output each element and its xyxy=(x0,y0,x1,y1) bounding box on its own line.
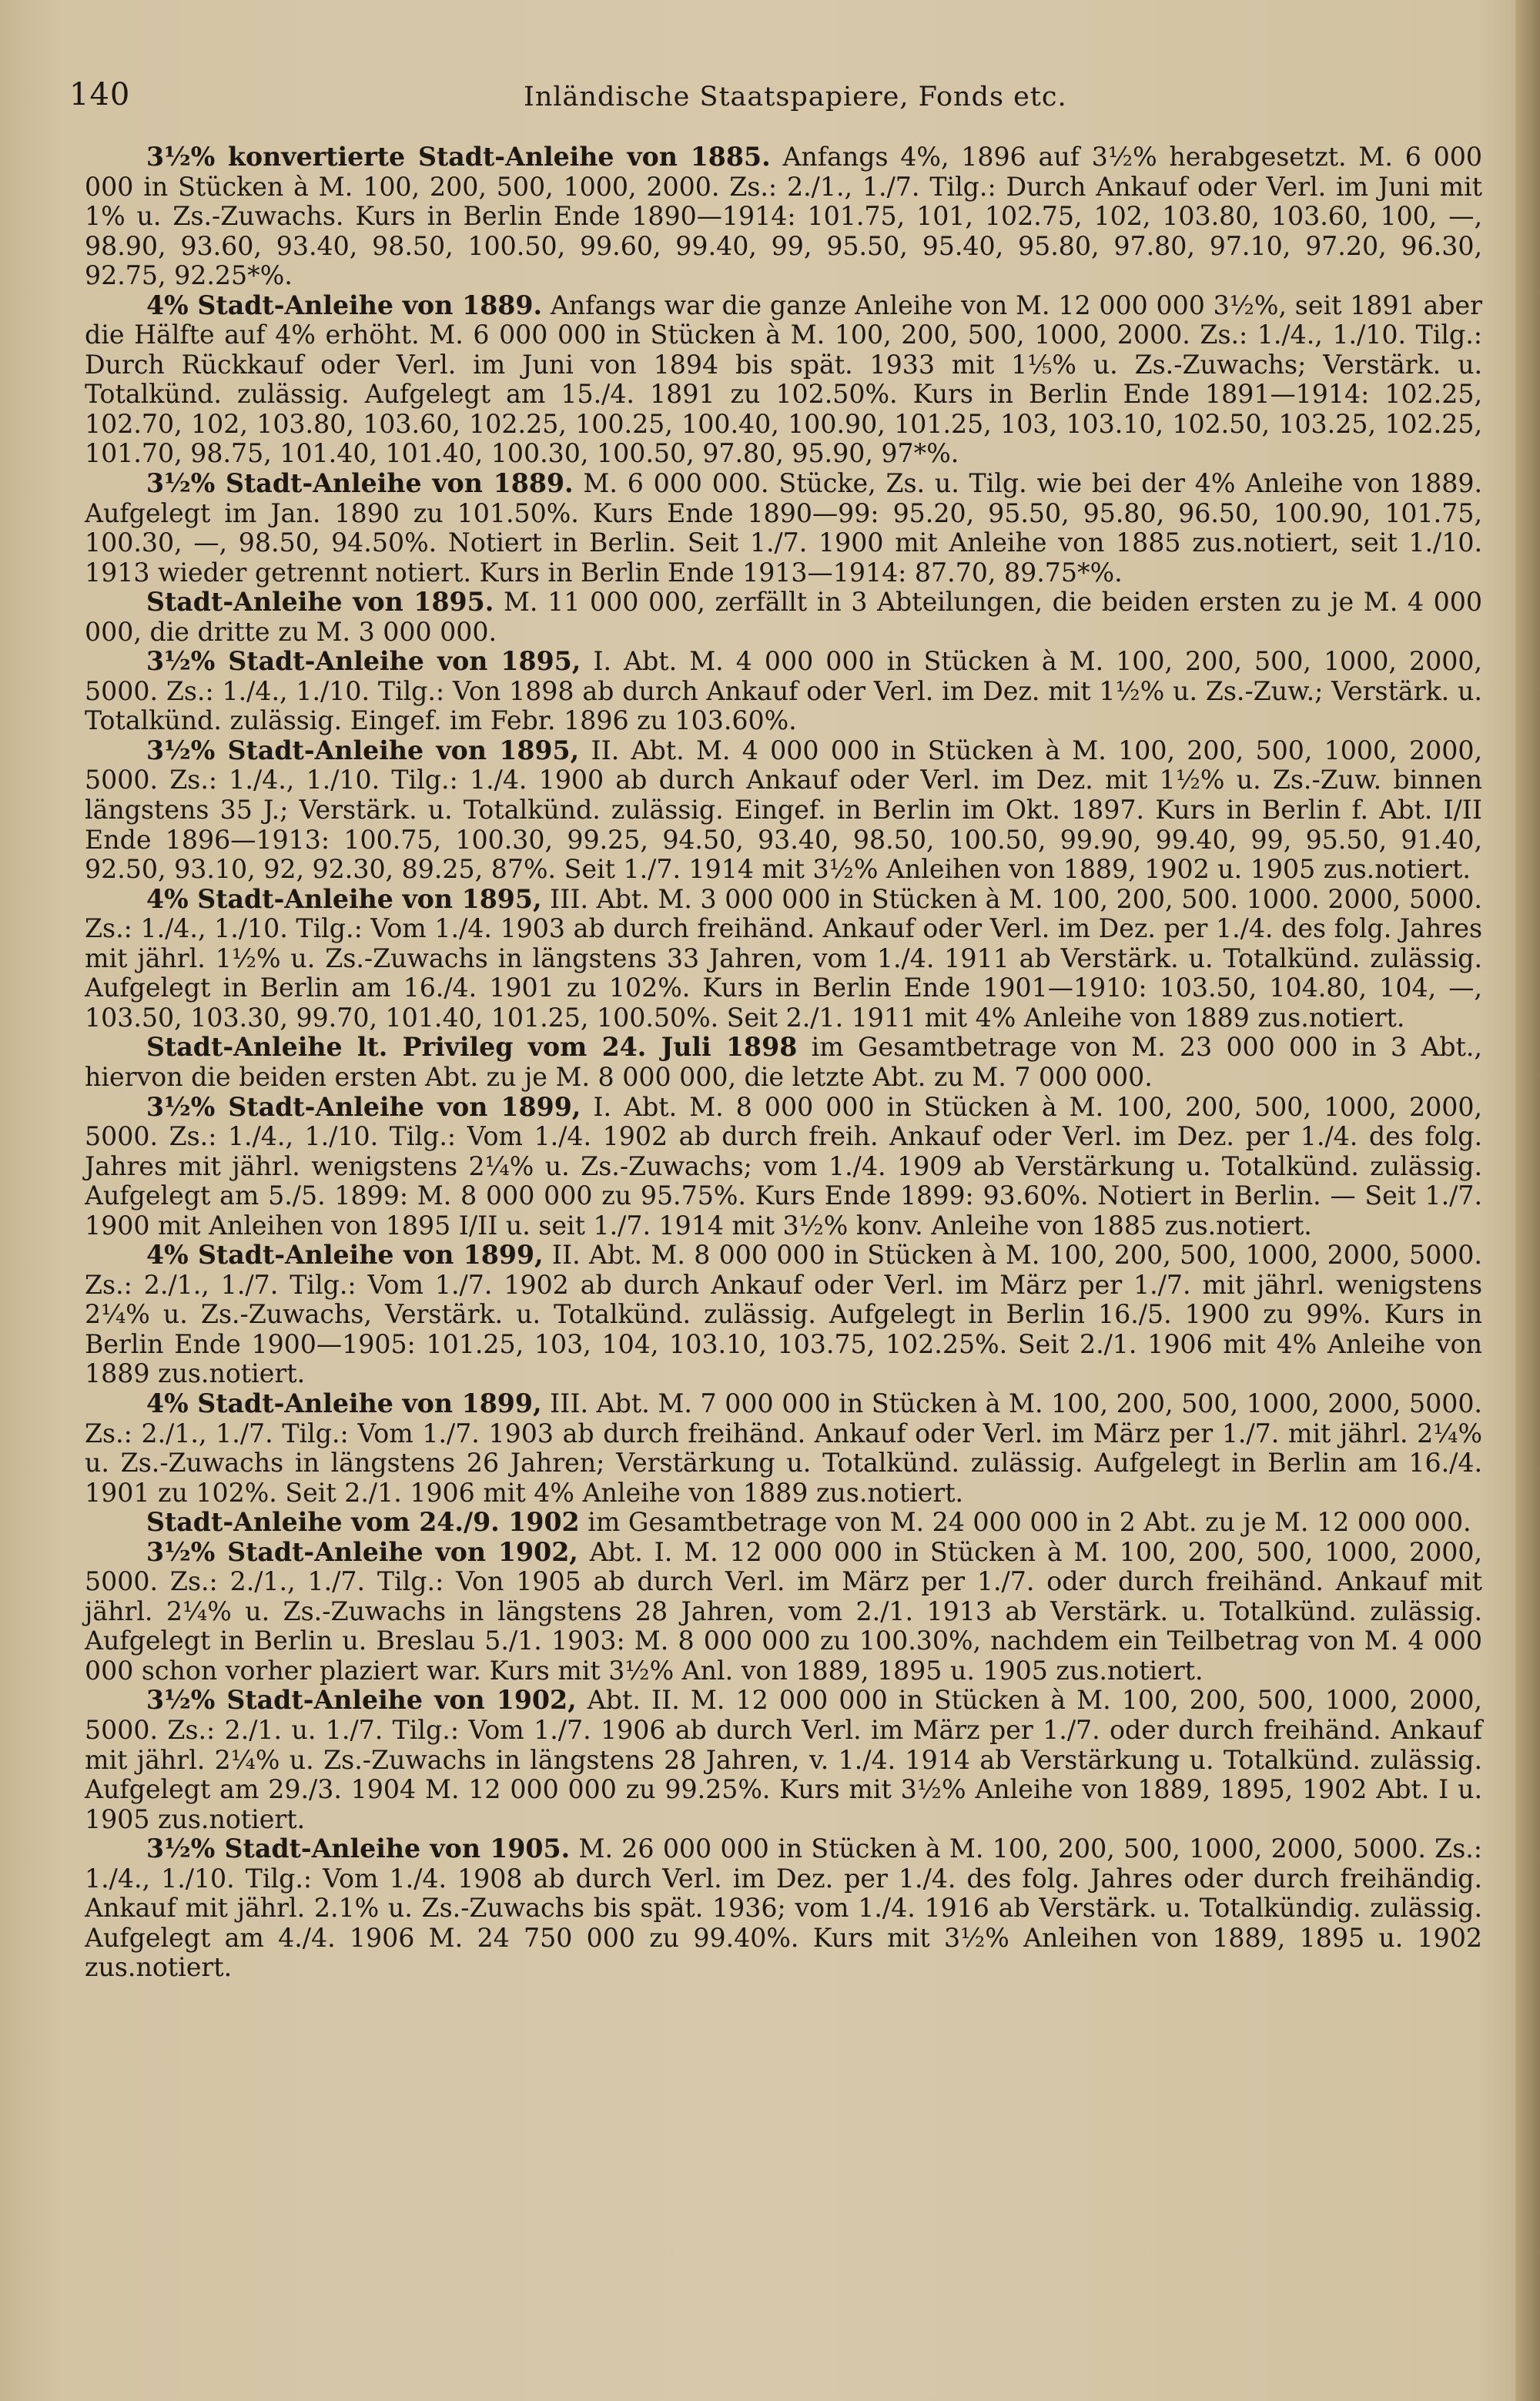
entry-title: 3½% Stadt-Anleihe von 1905. xyxy=(146,1833,571,1864)
entry-title: 3½% Stadt-Anleihe von 1899, xyxy=(146,1091,581,1122)
entry-text: III. Abt. M. 7 000 000 in Stücken à M. 100, 200, 500, 1000, 2000, 5000. Zs.: 2./1., 1./7. Tilg.: Vom 1./7. 1903 ab durch freihänd. Ankauf oder Verl. im März per 1./7. mit jährl. 2¼% u. Zs.-Zuwachs in längstens 26 Jahren; Verstärkung u. Totalkünd. zulässig. Aufgelegt in Berlin am 16./4. 1901 zu 102%. Seit 2./1. 1906 mit 4% Anleihe von 1889 zus.notiert. xyxy=(85,1388,1482,1508)
entry-title: 4% Stadt-Anleihe von 1899, xyxy=(146,1240,544,1271)
bond-entry xyxy=(85,1538,1482,1686)
bond-entry xyxy=(85,1389,1482,1508)
entry-text: Anfangs 4%, 1896 auf 3½% herabgesetzt. M. 6 000 000 in Stücken à M. 100, 200, 500, 1000, 2000. Zs.: 2./1., 1./7. Tilg.: Durch Ankauf oder Verl. im Juni mit 1% u. Zs.-Zuwachs. Kurs in Berlin Ende 1890—1914: 101.75, 101, 102.75, 102, 103.80, 103.60, 100, —, 98.90, 93.60, 93.40, 98.50, 100.50, 99.60, 99.40, 99, 95.50, 95.40, 95.80, 97.80, 97.10, 97.20, 96.30, 92.75, 92.25*%. xyxy=(85,142,1482,291)
bond-entry xyxy=(85,1093,1482,1241)
page-header xyxy=(69,77,1502,131)
entry-title: 3½% Stadt-Anleihe von 1902, xyxy=(146,1685,577,1716)
entry-text: M. 6 000 000. Stücke, Zs. u. Tilg. wie bei der 4% Anleihe von 1889. Aufgelegt im Jan. 1890 zu 101.50%. Kurs Ende 1890—99: 95.20, 95.50, 95.80, 96.50, 100.90, 101.75, 100.30, —, 98.50, 94.50%. Notiert in Berlin. Seit 1./7. 1900 mit Anleihe von 1885 zus.notiert, seit 1./10. 1913 wieder getrennt notiert. Kurs in Berlin Ende 1913—1914: 87.70, 89.75*%. xyxy=(85,468,1483,588)
entry-title: Stadt-Anleihe lt. Privileg vom 24. Juli 1898 xyxy=(146,1032,798,1063)
bond-entry xyxy=(85,1241,1482,1389)
entry-title: 3½% konvertierte Stadt-Anleihe von 1885. xyxy=(146,142,771,172)
entry-title: 3½% Stadt-Anleihe von 1895, xyxy=(146,735,580,765)
bond-entry xyxy=(85,736,1482,885)
bond-entry xyxy=(85,588,1482,647)
entry-text: M. 11 000 000, zerfällt in 3 Abteilungen, die beiden ersten zu je M. 4 000 000, die dritte zu M. 3 000 000. xyxy=(85,587,1483,647)
page-number: 140 xyxy=(69,77,131,112)
entry-text: Abt. I. M. 12 000 000 in Stücken à M. 100, 200, 500, 1000, 2000, 5000. Zs.: 2./1., 1./7. Tilg.: Von 1905 ab durch Verl. im März per 1./7. oder durch freihänd. Ankauf mit jährl. 2¼% u. Zs.-Zuwachs in längstens 28 Jahren, vom 2./1. 1913 ab Verstärk. u. Totalkünd. zulässig. Aufgelegt in Berlin u. Breslau 5./1. 1903: M. 8 000 000 zu 100.30%, nachdem ein Teilbetrag von M. 4 000 000 schon vorher plaziert war. Kurs mit 3½% Anl. von 1889, 1895 u. 1905 zus.notiert. xyxy=(85,1536,1482,1686)
entry-title: 3½% Stadt-Anleihe von 1889. xyxy=(146,468,574,499)
entry-text: I. Abt. M. 4 000 000 in Stücken à M. 100, 200, 500, 1000, 2000, 5000. Zs.: 1./4., 1./10. Tilg.: Von 1898 ab durch Ankauf oder Verl. im Dez. mit 1½% u. Zs.-Zuw.; Verstärk. u. Totalkünd. zulässig. Eingef. im Febr. 1896 zu 103.60%. xyxy=(85,646,1482,736)
entry-title: 4% Stadt-Anleihe von 1899, xyxy=(146,1388,542,1418)
entry-title: Stadt-Anleihe von 1895. xyxy=(146,587,494,618)
entry-text: II. Abt. M. 4 000 000 in Stücken à M. 100, 200, 500, 1000, 2000, 5000. Zs.: 1./4., 1./10. Tilg.: 1./4. 1900 ab durch Ankauf oder Verl. im Dez. mit 1½% u. Zs.-Zuw. binnen längstens 35 J.; Verstärk. u. Totalkünd. zulässig. Eingef. in Berlin im Okt. 1897. Kurs in Berlin f. Abt. I/II Ende 1896—1913: 100.75, 100.30, 99.25, 94.50, 93.40, 98.50, 100.50, 99.90, 99.40, 99, 95.50, 91.40, 92.50, 93.10, 92, 92.30, 89.25, 87%. Seit 1./7. 1914 mit 3½% Anleihen von 1889, 1902 u. 1905 zus.notiert. xyxy=(85,735,1482,885)
entry-text: Abt. II. M. 12 000 000 in Stücken à M. 100, 200, 500, 1000, 2000, 5000. Zs.: 2./1. u. 1./7. Tilg.: Vom 1./7. 1906 ab durch Verl. im März per 1./7. oder durch freihänd. Ankauf mit jährl. 2¼% u. Zs.-Zuwachs in längstens 28 Jahren, v. 1./4. 1914 ab Verstärkung u. Totalkünd. zulässig. Aufgelegt am 29./3. 1904 M. 12 000 000 zu 99.25%. Kurs mit 3½% Anleihe von 1889, 1895, 1902 Abt. I u. 1905 zus.notiert. xyxy=(85,1685,1482,1834)
bond-entry xyxy=(85,291,1482,469)
bond-entry xyxy=(85,1686,1482,1834)
page-body xyxy=(85,142,1482,1983)
entry-title: 3½% Stadt-Anleihe von 1902, xyxy=(146,1536,578,1567)
entry-text: im Gesamtbetrage von M. 24 000 000 in 2 Abt. zu je M. 12 000 000. xyxy=(588,1507,1471,1538)
entry-text: Anfangs war die ganze Anleihe von M. 12 000 000 3½%, seit 1891 aber die Hälfte auf 4% erhöht. M. 6 000 000 in Stücken à M. 100, 200, 500, 1000, 2000. Zs.: 1./4., 1./10. Tilg.: Durch Rückkauf oder Verl. im Juni von 1894 bis spät. 1933 mit 1⅕% u. Zs.-Zuwachs; Verstärk. u. Totalkünd. zulässig. Aufgelegt am 15./4. 1891 zu 102.50%. Kurs in Berlin Ende 1891—1914: 102.25, 102.70, 102, 103.80, 103.60, 102.25, 100.25, 100.40, 100.90, 101.25, 103, 103.10, 102.50, 103.25, 102.25, 101.70, 98.75, 101.40, 101.40, 100.30, 100.50, 97.80, 95.90, 97*%. xyxy=(85,290,1482,469)
entry-title: 3½% Stadt-Anleihe von 1895, xyxy=(146,646,581,677)
running-title: Inländische Staatspapiere, Fonds etc. xyxy=(524,82,1067,112)
bond-entry xyxy=(85,1508,1482,1538)
entry-text: III. Abt. M. 3 000 000 in Stücken à M. 100, 200, 500. 1000. 2000, 5000. Zs.: 1./4., 1./10. Tilg.: Vom 1./4. 1903 ab durch freihänd. Ankauf oder Verl. im Dez. per 1./4. des folg. Jahres mit jährl. 1½% u. Zs.-Zuwachs in längstens 33 Jahren, vom 1./4. 1911 ab Verstärk. u. Totalkünd. zulässig. Aufgelegt in Berlin am 16./4. 1901 zu 102%. Kurs in Berlin Ende 1901—1910: 103.50, 104.80, 104, —, 103.50, 103.30, 99.70, 101.40, 101.25, 100.50%. Seit 2./1. 1911 mit 4% Anleihe von 1889 zus.notiert. xyxy=(85,883,1482,1033)
entry-title: Stadt-Anleihe vom 24./9. 1902 xyxy=(146,1507,580,1538)
entry-text: M. 26 000 000 in Stücken à M. 100, 200, 500, 1000, 2000, 5000. Zs.: 1./4., 1./10. Tilg.: Vom 1./4. 1908 ab durch Verl. im Dez. per 1./4. des folg. Jahres oder durch freihändig. Ankauf mit jährl. 2.1% u. Zs.-Zuwachs bis spät. 1936; vom 1./4. 1916 ab Verstärk. u. Totalkündig. zulässig. Aufgelegt am 4./4. 1906 M. 24 750 000 zu 99.40%. Kurs mit 3½% Anleihen von 1889, 1895 u. 1902 zus.notiert. xyxy=(85,1833,1482,1983)
entry-title: 4% Stadt-Anleihe von 1889. xyxy=(146,290,543,320)
entry-text: I. Abt. M. 8 000 000 in Stücken à M. 100, 200, 500, 1000, 2000, 5000. Zs.: 1./4., 1./10. Tilg.: Vom 1./4. 1902 ab durch freih. Ankauf oder Verl. im Dez. per 1./4. des folg. Jahres mit jährl. wenigstens 2¼% u. Zs.-Zuwachs; vom 1./4. 1909 ab Verstärkung u. Totalkünd. zulässig. Aufgelegt am 5./5. 1899: M. 8 000 000 zu 95.75%. Kurs Ende 1899: 93.60%. Notiert in Berlin. — Seit 1./7. 1900 mit Anleihen von 1895 I/II u. seit 1./7. 1914 mit 3½% konv. Anleihe von 1885 zus.notiert. xyxy=(85,1091,1482,1241)
bond-entry xyxy=(85,1834,1482,1983)
entry-text: im Gesamtbetrage von M. 23 000 000 in 3 Abt., hiervon die beiden ersten Abt. zu je M. 8 000 000, die letzte Abt. zu M. 7 000 000. xyxy=(85,1032,1482,1092)
entry-title: 4% Stadt-Anleihe von 1895, xyxy=(146,883,542,914)
bond-entry xyxy=(85,1033,1482,1092)
entry-text: II. Abt. M. 8 000 000 in Stücken à M. 100, 200, 500, 1000, 2000, 5000. Zs.: 2./1., 1./7. Tilg.: Vom 1./7. 1902 ab durch Ankauf oder Verl. im März per 1./7. mit jährl. wenigstens 2¼% u. Zs.-Zuwachs, Verstärk. u. Totalkünd. zulässig. Aufgelegt in Berlin 16./5. 1900 zu 99%. Kurs in Berlin Ende 1900—1905: 101.25, 103, 104, 103.10, 103.75, 102.25%. Seit 2./1. 1906 mit 4% Anleihe von 1889 zus.notiert. xyxy=(85,1240,1482,1389)
bond-entry xyxy=(85,885,1482,1033)
page-edge-shadow xyxy=(1515,0,1540,2401)
bond-entry xyxy=(85,647,1482,736)
bond-entry xyxy=(85,142,1482,291)
bond-entry xyxy=(85,469,1482,588)
